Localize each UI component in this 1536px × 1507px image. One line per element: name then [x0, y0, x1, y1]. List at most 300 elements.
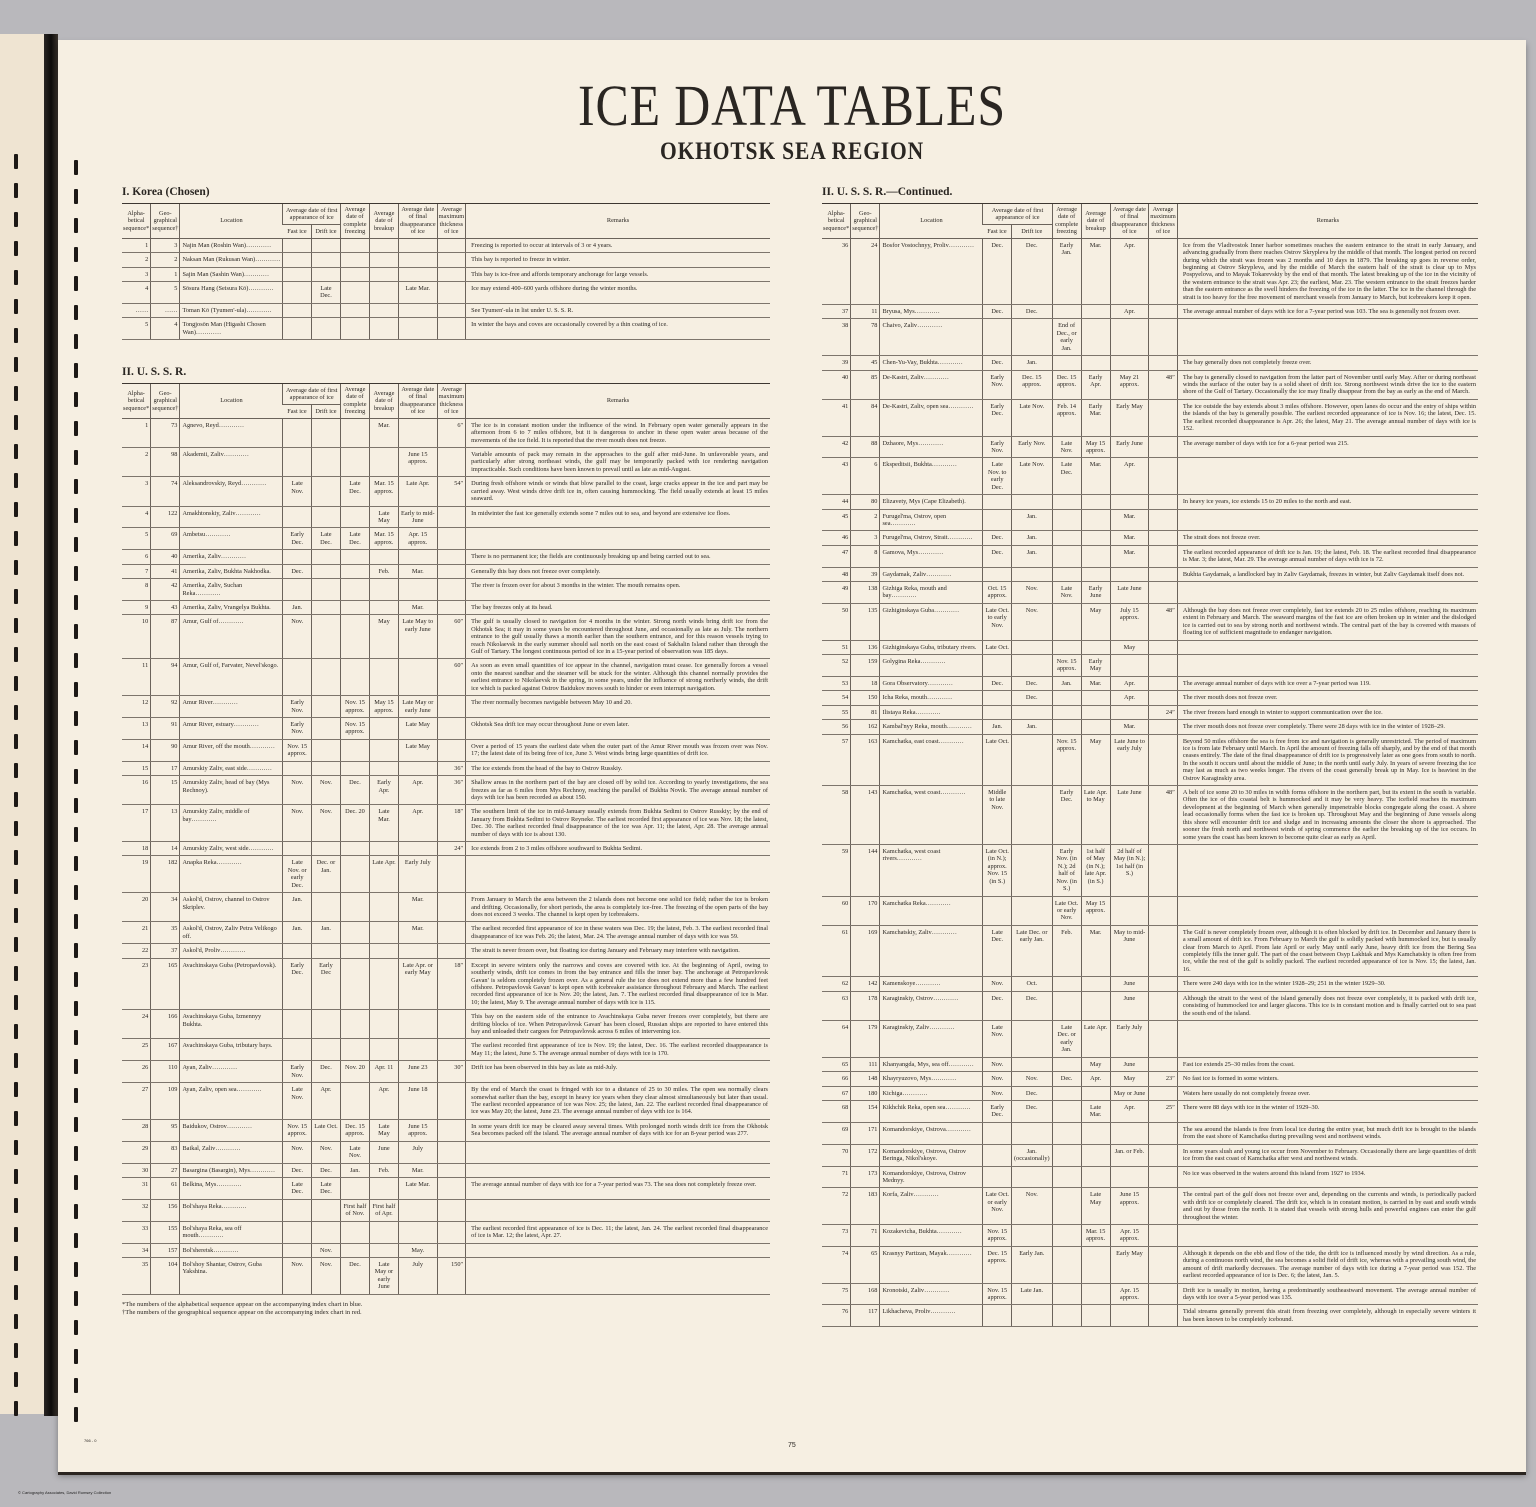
binding-hole	[14, 705, 18, 720]
binding-hole	[74, 1088, 78, 1103]
table-row	[122, 253, 770, 267]
cell-complete-freezing	[340, 318, 369, 340]
cell-geo-seq: 104	[151, 1257, 180, 1294]
cell-fast-ice	[283, 238, 312, 252]
cell-drift-ice	[311, 717, 340, 739]
table-row	[122, 1141, 770, 1163]
cell-location: Amakhtonskiy, Zaliv…………	[180, 506, 283, 528]
cell-breakup	[1081, 1086, 1110, 1100]
cell-complete-freezing	[340, 856, 369, 893]
cell-fast-ice: Late Nov.	[283, 1083, 312, 1120]
cell-breakup	[369, 318, 398, 340]
cell-final-disappearance: Late Apr.	[398, 477, 437, 506]
cell-drift-ice: Jan.	[1011, 356, 1052, 370]
cell-breakup: Late May	[369, 506, 398, 528]
cell-drift-ice	[311, 1199, 340, 1221]
cell-location: Kronotski, Zaliv…………	[880, 1283, 983, 1305]
binding-hole	[74, 479, 78, 494]
cell-location: Khanyangda, Mys, sea off…………	[880, 1057, 983, 1071]
cell-remarks: This bay is reported to freeze in winter.	[466, 253, 770, 267]
cell-drift-ice	[311, 1010, 340, 1039]
cell-max-thickness	[437, 893, 466, 922]
cell-breakup	[1081, 1122, 1110, 1144]
col-alpha: Alpha-betical sequence*	[822, 204, 851, 239]
cell-fast-ice: Dec.	[983, 676, 1012, 690]
cell-breakup	[1081, 720, 1110, 734]
cell-final-disappearance: Apr.	[1110, 238, 1149, 304]
cell-geo-seq: 15	[151, 776, 180, 805]
ussr-table-body	[122, 418, 770, 1294]
cell-complete-freezing	[1052, 531, 1081, 545]
cell-alpha-seq: 34	[122, 1243, 151, 1257]
cell-drift-ice	[1011, 845, 1052, 897]
cell-fast-ice: Nov. 15 approx.	[283, 1119, 312, 1141]
binding-hole	[74, 1204, 78, 1219]
table-row	[822, 1166, 1478, 1188]
cell-complete-freezing	[1052, 1057, 1081, 1071]
cell-final-disappearance: May	[1110, 1072, 1149, 1086]
binding-hole	[14, 821, 18, 836]
cell-alpha-seq: 66	[822, 1072, 851, 1086]
cell-location: Amurskiy Zaliv, middle of bay…………	[180, 805, 283, 842]
atlas-page	[58, 40, 1526, 1472]
cell-breakup	[1081, 495, 1110, 509]
cell-fast-ice	[983, 1144, 1012, 1166]
cell-breakup: 1st half of May (in N.); late Apr. (in S.)	[1081, 845, 1110, 897]
binding-hole	[74, 450, 78, 465]
cell-remarks: The bay is generally closed to navigation from the latter part of November until early May. After or during northeast winds the surface of the outer bay is a solid sheet of drift ice. Strong northwest winds drive the ice to the eastern shore of the Gulf of Tartary. Occasionally the ice may finally disappear from the bay as early as the end of March.	[1177, 370, 1478, 399]
table-row	[822, 582, 1478, 604]
cell-breakup	[369, 761, 398, 775]
cell-final-disappearance: Apr.	[1110, 305, 1149, 319]
cell-remarks: The average annual number of days with ice for a 7-year period was 103. The sea is generally not frozen over.	[1177, 305, 1478, 319]
cell-drift-ice: Nov.	[1011, 1188, 1052, 1225]
cell-complete-freezing	[340, 761, 369, 775]
binding-hole	[14, 444, 18, 459]
binding-hole	[74, 1378, 78, 1393]
cell-alpha-seq: 3	[122, 267, 151, 281]
cell-max-thickness: 18″	[437, 805, 466, 842]
cell-drift-ice	[311, 842, 340, 856]
cell-breakup: Late Apr.	[1081, 1021, 1110, 1058]
table-row	[122, 856, 770, 893]
cell-alpha-seq: 4	[122, 506, 151, 528]
cell-complete-freezing	[1052, 1188, 1081, 1225]
cell-alpha-seq: 36	[822, 238, 851, 304]
col-drift-ice: Drift ice	[311, 225, 340, 238]
cell-breakup: Late May	[1081, 1188, 1110, 1225]
cell-location: Gizhiginskaya Guba, tributary rivers.	[880, 640, 983, 654]
cell-geo-seq: 110	[151, 1061, 180, 1083]
binding-hole	[74, 566, 78, 581]
cell-location: Karaginskiy, Ostrov…………	[880, 991, 983, 1020]
table-row	[822, 603, 1478, 640]
table-row	[822, 1144, 1478, 1166]
table-row	[122, 1221, 770, 1243]
cell-complete-freezing	[1052, 705, 1081, 719]
cell-breakup: Mar.	[1081, 238, 1110, 304]
cell-complete-freezing: Jan.	[1052, 676, 1081, 690]
cell-max-thickness	[1149, 640, 1178, 654]
table-row	[822, 531, 1478, 545]
cell-final-disappearance: Apr.	[1110, 458, 1149, 495]
table-row	[822, 977, 1478, 991]
cell-max-thickness	[1149, 531, 1178, 545]
cell-breakup	[1081, 1144, 1110, 1166]
cell-fast-ice: Nov.	[283, 1141, 312, 1163]
cell-final-disappearance: 2d half of May (in N.); 1st half (in S.)	[1110, 845, 1149, 897]
cell-complete-freezing	[340, 1243, 369, 1257]
cell-max-thickness	[437, 303, 466, 317]
cell-breakup: Early May	[1081, 654, 1110, 676]
cell-remarks: The sea around the islands is free from local ice during the entire year, but much drift ice is brought to the islands from the east shore of Kamchatka during prevailing west and northwest winds.	[1177, 1122, 1478, 1144]
cell-location: Amurskiy Zaliv, east side…………	[180, 761, 283, 775]
cell-geo-seq: 81	[851, 705, 880, 719]
cell-remarks: In heavy ice years, ice extends 15 to 20 miles to the north and east.	[1177, 495, 1478, 509]
cell-alpha-seq: 43	[822, 458, 851, 495]
cell-alpha-seq: 10	[122, 615, 151, 659]
cell-location: Likhacheva, Proliv…………	[880, 1305, 983, 1327]
cell-drift-ice	[1011, 896, 1052, 925]
binding-hole	[14, 270, 18, 285]
binding-hole	[14, 1082, 18, 1097]
cell-geo-seq: 90	[151, 739, 180, 761]
cell-location: Basargina (Basargin), Mys…………	[180, 1163, 283, 1177]
cell-complete-freezing	[340, 1177, 369, 1199]
cell-alpha-seq: 16	[122, 776, 151, 805]
binding-hole	[74, 1175, 78, 1190]
cell-remarks	[466, 1141, 770, 1163]
cell-fast-ice: Early Dec.	[283, 958, 312, 1010]
cell-drift-ice	[311, 267, 340, 281]
cell-complete-freezing	[1052, 1166, 1081, 1188]
cell-alpha-seq: 6	[122, 550, 151, 564]
page-subtitle: OKHOTSK SEA REGION	[660, 138, 924, 165]
cell-location: Agnevo, Reyd…………	[180, 418, 283, 447]
page-title: ICE DATA TABLES	[577, 73, 1006, 138]
cell-breakup	[369, 1039, 398, 1061]
cell-complete-freezing	[340, 600, 369, 614]
cell-max-thickness	[1149, 495, 1178, 509]
cell-final-disappearance	[398, 579, 437, 601]
cell-geo-seq: 163	[851, 734, 880, 786]
table-row	[822, 734, 1478, 786]
cell-complete-freezing	[340, 958, 369, 1010]
cell-max-thickness: 48″	[1149, 370, 1178, 399]
cell-remarks: See Tyumen'-ula in list under U. S. S. R.	[466, 303, 770, 317]
cell-geo-seq: 91	[151, 717, 180, 739]
binding-hole	[74, 1059, 78, 1074]
cell-max-thickness	[437, 1039, 466, 1061]
cell-drift-ice: Late Nov.	[1011, 399, 1052, 436]
korea-table-body	[122, 238, 770, 339]
cell-drift-ice	[311, 600, 340, 614]
cell-final-disappearance: Mar.	[1110, 509, 1149, 531]
binding-hole	[14, 473, 18, 488]
col-fast-ice: Fast ice	[283, 225, 312, 238]
table-row	[822, 705, 1478, 719]
binding-hole	[74, 885, 78, 900]
cell-drift-ice: Late Dec.	[311, 528, 340, 550]
cell-remarks: Although it depends on the ebb and flow of the tide, the drift ice is influenced mostly by wind direction. As a rule, during a continuous north wind, the sea becomes a solid field of drift ice, whereas with a prevailing south wind, the amount of drift markedly decreases. The average number of days with ice during a 7-year period was 152. The earliest recorded appearance of ice is Dec. 6; the latest, Jan. 5.	[1177, 1246, 1478, 1283]
cell-fast-ice: Jan.	[283, 922, 312, 944]
cell-remarks: The earliest recorded first appearance of ice is Nov. 19; the latest, Dec. 16. The earliest recorded disappearance is May 11; the latest, June 5. The average annual number of days with ice is 170.	[466, 1039, 770, 1061]
cell-alpha-seq: 32	[122, 1199, 151, 1221]
cell-location: Kozakevicha, Bukhta…………	[880, 1225, 983, 1247]
cell-max-thickness	[1149, 1122, 1178, 1144]
cell-alpha-seq: 57	[822, 734, 851, 786]
cell-max-thickness	[437, 1141, 466, 1163]
cell-final-disappearance: Mar.	[398, 1163, 437, 1177]
cell-max-thickness	[1149, 545, 1178, 567]
cell-complete-freezing: Dec. 15 approx.	[340, 1119, 369, 1141]
cell-drift-ice	[1011, 1122, 1052, 1144]
binding-hole	[74, 827, 78, 842]
table-row	[822, 640, 1478, 654]
cell-fast-ice	[983, 319, 1012, 356]
binding-hole	[74, 1030, 78, 1045]
cell-final-disappearance	[1110, 567, 1149, 581]
cell-final-disappearance: Apr. 15 approx.	[1110, 1225, 1149, 1247]
cell-drift-ice	[1011, 567, 1052, 581]
cell-location: Furugel'ma, Ostrov, Strait…………	[880, 531, 983, 545]
cell-drift-ice	[311, 615, 340, 659]
cell-fast-ice: Nov.	[983, 1086, 1012, 1100]
cell-max-thickness	[1149, 1166, 1178, 1188]
cell-remarks: This bay on the eastern side of the entrance to Avachinskaya Guba never freezes over completely, but there are drifting blocks of ice. When Petropavlovsk Gavan' has been closed, Russian ships are reported to have entered this bay and unloaded their cargoes for Petropavlovsk across 6 miles of intervening ice.	[466, 1010, 770, 1039]
cell-complete-freezing	[340, 893, 369, 922]
cell-geo-seq: 4	[151, 318, 180, 340]
cell-complete-freezing: Late Dec.	[1052, 458, 1081, 495]
cell-drift-ice: Dec.	[1011, 1086, 1052, 1100]
cell-location: Bol'shoy Shantar, Ostrov, Guba Yakshina.	[180, 1257, 283, 1294]
cell-alpha-seq: 9	[122, 600, 151, 614]
binding-hole	[74, 798, 78, 813]
cell-breakup: Mar.	[369, 418, 398, 447]
cell-geo-seq: 84	[851, 399, 880, 436]
cell-alpha-seq: 61	[822, 925, 851, 977]
cell-location: Avachinskaya Guba, tributary bays.	[180, 1039, 283, 1061]
ussr-ice-table	[122, 383, 770, 1295]
cell-final-disappearance: Late June to early July	[1110, 734, 1149, 786]
cell-fast-ice: Middle to late Nov.	[983, 786, 1012, 845]
binding-hole	[14, 241, 18, 256]
cell-geo-seq: 167	[151, 1039, 180, 1061]
cell-final-disappearance	[398, 1199, 437, 1221]
cell-remarks	[466, 1257, 770, 1294]
cell-remarks	[1177, 1225, 1478, 1247]
cell-final-disappearance: July	[398, 1141, 437, 1163]
table-row	[822, 1100, 1478, 1122]
table-row	[122, 477, 770, 506]
cell-location: Dzhaore, Mys…………	[880, 436, 983, 458]
cell-complete-freezing	[340, 281, 369, 303]
cell-max-thickness: 30″	[437, 1061, 466, 1083]
cell-remarks: Freezing is reported to occur at intervals of 3 or 4 years.	[466, 238, 770, 252]
binding-hole	[74, 160, 78, 175]
cell-geo-seq: 170	[851, 896, 880, 925]
cell-breakup: Mar.	[1081, 458, 1110, 495]
cell-location: Amurskiy Zaliv, head of bay (Mys Rechnoy).	[180, 776, 283, 805]
cell-remarks: This bay is ice-free and affords temporary anchorage for large vessels.	[466, 267, 770, 281]
cell-breakup: Late Mar.	[369, 805, 398, 842]
cell-remarks: The river is frozen over for about 3 months in the winter. The mouth remains open.	[466, 579, 770, 601]
cell-max-thickness	[437, 579, 466, 601]
cell-remarks: Shallow areas in the northern part of the bay are closed off by solid ice. According to yearly investigations, the sea freezes as far as 6 miles from Mys Rechnoy, reaching the parallel of Bukhta Novik. The average annual number of days with ice has been recorded as about 150.	[466, 776, 770, 805]
table-row	[122, 238, 770, 252]
binding-hole	[14, 763, 18, 778]
cell-remarks: The Gulf is never completely frozen over, although it is often blocked by drift ice. In December and January there is a small amount of drift ice. From February to March the gulf is solidly packed with hummocked ice, but is usually clear from March to April. From late April or early May until early June, heavy drift ice from the Bering Sea completely fills the inner gulf. The part of the coast between Osyp Lakhtak and Mys Kamchatskiy is often free from ice, while the rest of the gulf is solidly packed. The earliest recorded appearance of ice is Nov. 15; the latest, Jan. 16.	[1177, 925, 1478, 977]
cell-alpha-seq: 24	[122, 1010, 151, 1039]
cell-geo-seq: 74	[151, 477, 180, 506]
cell-location: Ayan, Zaliv…………	[180, 1061, 283, 1083]
cell-drift-ice: Early Nov.	[1011, 436, 1052, 458]
cell-remarks: Ice extends from 2 to 3 miles offshore southward to Bukhta Sedimi.	[466, 842, 770, 856]
cell-breakup	[369, 448, 398, 477]
cell-location: Komandorskiye, Ostrova…………	[880, 1122, 983, 1144]
cell-max-thickness	[1149, 925, 1178, 977]
cell-breakup	[1081, 1246, 1110, 1283]
cell-geo-seq: 162	[851, 720, 880, 734]
cell-fast-ice: Dec.	[983, 545, 1012, 567]
cell-location: Elizavety, Mys (Cape Elizabeth).	[880, 495, 983, 509]
cell-complete-freezing: Late Dec. or early Jan.	[1052, 1021, 1081, 1058]
cell-alpha-seq: 48	[822, 567, 851, 581]
cell-location: Amur River…………	[180, 696, 283, 718]
cell-remarks: From January to March the area between the 2 islands does not become one solid ice field; rather the ice is broken and drifting. Occasionally, for short periods, the area is completely ice-free. The freezing of the open parts of the bay does not exceed 3 weeks. The channel is kept open by icebreakers.	[466, 893, 770, 922]
cell-final-disappearance: Late May or early June	[398, 696, 437, 718]
cell-max-thickness	[1149, 1086, 1178, 1100]
cell-final-disappearance: May or June	[1110, 1086, 1149, 1100]
cell-fast-ice	[983, 896, 1012, 925]
cell-fast-ice: Nov.	[983, 1057, 1012, 1071]
cell-final-disappearance: Mar.	[1110, 545, 1149, 567]
cell-complete-freezing	[340, 1039, 369, 1061]
cell-fast-ice: Late Oct. to early Nov.	[983, 603, 1012, 640]
cell-final-disappearance: July	[398, 1257, 437, 1294]
table-row	[822, 1246, 1478, 1283]
cell-remarks: Tidal streams generally prevent this strait from freezing over completely, although in especially severe winters it has been known to be completely icebound.	[1177, 1305, 1478, 1327]
cell-geo-seq: 85	[851, 370, 880, 399]
table-header	[822, 204, 1478, 239]
table-row	[822, 399, 1478, 436]
cell-geo-seq: 11	[851, 305, 880, 319]
cell-final-disappearance: Apr.	[398, 805, 437, 842]
cell-geo-seq: 136	[851, 640, 880, 654]
cell-alpha-seq: 29	[122, 1141, 151, 1163]
table-header	[122, 204, 770, 239]
cell-alpha-seq: 39	[822, 356, 851, 370]
table-row	[822, 238, 1478, 304]
cell-breakup	[1081, 319, 1110, 356]
cell-remarks: Ice may extend 400–600 yards offshore during the winter months.	[466, 281, 770, 303]
cell-fast-ice: Early Nov.	[283, 696, 312, 718]
cell-alpha-seq: 3	[122, 477, 151, 506]
cell-location: Toman Kō (Tyumen'-ula)…………	[180, 303, 283, 317]
cell-alpha-seq: 41	[822, 399, 851, 436]
cell-fast-ice	[283, 1039, 312, 1061]
cell-drift-ice: Nov.	[311, 1243, 340, 1257]
cell-drift-ice: Nov.	[1011, 582, 1052, 604]
cell-fast-ice	[283, 281, 312, 303]
binding-hole	[74, 595, 78, 610]
cell-geo-seq: 73	[151, 418, 180, 447]
table-row	[122, 318, 770, 340]
cell-final-disappearance	[398, 659, 437, 696]
cell-remarks: A belt of ice some 20 to 30 miles in width forms offshore in the northern part, but its extent in the south is variable. Often the ice of this coastal belt is hummocked and it may be very heavy. The icefield reaches its maximum development at the beginning of March when generally impenetrable blocks congregate along the coast. A shore lead occasionally forms when the fast ice is broken up. Throughout May and the beginning of June vessels along this shore will encounter drift ice and sludge and in increasing amounts the closer the shore is approached. The sooner the fresh north and northwest winds of spring commence the earlier the breaking up of the ice occurs. In some years the coast has been known to become quite clear as early as April.	[1177, 786, 1478, 845]
cell-final-disappearance: Early May	[1110, 399, 1149, 436]
table-row	[822, 1188, 1478, 1225]
cell-location: Kambal'nyy Reka, mouth…………	[880, 720, 983, 734]
col-complete-freezing: Average date of complete freezing	[1052, 204, 1081, 239]
binding-hole	[74, 972, 78, 987]
cell-drift-ice: Late Jan.	[1011, 1283, 1052, 1305]
cell-complete-freezing	[340, 448, 369, 477]
cell-drift-ice	[1011, 1021, 1052, 1058]
cell-final-disappearance: Late May	[398, 739, 437, 761]
cell-drift-ice	[1011, 1225, 1052, 1247]
cell-drift-ice: Dec.	[1011, 991, 1052, 1020]
cell-max-thickness	[1149, 509, 1178, 531]
cell-location: Gamova, Mys…………	[880, 545, 983, 567]
cell-location: Naksan Man (Rukusan Wan)…………	[180, 253, 283, 267]
cell-alpha-seq: 75	[822, 1283, 851, 1305]
binding-hole	[74, 769, 78, 784]
cell-remarks: The earliest recorded first appearance of ice in these waters was Dec. 19; the latest, Feb. 3. The earliest recorded final disappearance of ice was Feb. 26; the latest, Mar. 24. The average annual number of days with ice was 59.	[466, 922, 770, 944]
cell-fast-ice: Nov. 15 approx.	[283, 739, 312, 761]
cell-drift-ice	[311, 564, 340, 578]
cell-location: Chaivo, Zaliv…………	[880, 319, 983, 356]
table-row	[122, 1257, 770, 1294]
cell-drift-ice: Dec.	[311, 1061, 340, 1083]
cell-final-disappearance: June	[1110, 991, 1149, 1020]
cell-alpha-seq: 52	[822, 654, 851, 676]
cell-location: Bol'sheretsk…………	[180, 1243, 283, 1257]
cell-alpha-seq: 50	[822, 603, 851, 640]
col-breakup: Average date of breakup	[369, 204, 398, 239]
cell-remarks: Except in severe winters only the narrows and coves are covered with ice. At the beginning of April, owing to southerly winds, drift ice comes in from the bay entrance and fills the inner bay. The anchorage at Petropavlovsk Gavan' is seldom completely frozen over. As a general rule the ice does not extend more than a few hundred feet offshore. Petropavlovsk Gavan' is kept open with icebreaker assistance throughout February and March. The earliest recorded first appearance of ice is Nov. 20; the latest, Jan. 7. The earliest recorded final disappearance of ice is Mar. 10; the latest, May 9. The average annual number of days with ice is 115.	[466, 958, 770, 1010]
cell-max-thickness	[437, 253, 466, 267]
col-location: Location	[180, 384, 283, 419]
cell-drift-ice	[311, 659, 340, 696]
cell-complete-freezing	[1052, 545, 1081, 567]
cell-final-disappearance: Early July	[1110, 1021, 1149, 1058]
cell-final-disappearance	[398, 944, 437, 958]
cell-geo-seq: 138	[851, 582, 880, 604]
table-row	[122, 1010, 770, 1039]
section-heading-korea: I. Korea (Chosen)	[122, 186, 210, 198]
cell-geo-seq: 61	[151, 1177, 180, 1199]
binding-hole	[14, 1140, 18, 1155]
binding-hole	[74, 740, 78, 755]
cell-max-thickness	[437, 238, 466, 252]
cell-alpha-seq: 44	[822, 495, 851, 509]
cell-geo-seq: 65	[851, 1246, 880, 1283]
cell-remarks: Variable amounts of pack may remain in the approaches to the gulf after mid-June. In unfavorable years, and particularly after strong northeast winds, the gulf may be temporarily packed with ice rendering navigation impracticable. Such conditions have been known to prevail until as late as mid-August.	[466, 448, 770, 477]
cell-geo-seq: 180	[851, 1086, 880, 1100]
cell-max-thickness	[437, 318, 466, 340]
cell-geo-seq: 150	[851, 691, 880, 705]
cell-max-thickness	[437, 739, 466, 761]
cell-breakup: Feb.	[369, 564, 398, 578]
cell-breakup: Late May	[369, 1119, 398, 1141]
col-breakup: Average date of breakup	[1081, 204, 1110, 239]
table-row	[122, 739, 770, 761]
cell-alpha-seq: 65	[822, 1057, 851, 1071]
cell-alpha-seq: 56	[822, 720, 851, 734]
cell-breakup	[1081, 1166, 1110, 1188]
cell-breakup	[369, 922, 398, 944]
